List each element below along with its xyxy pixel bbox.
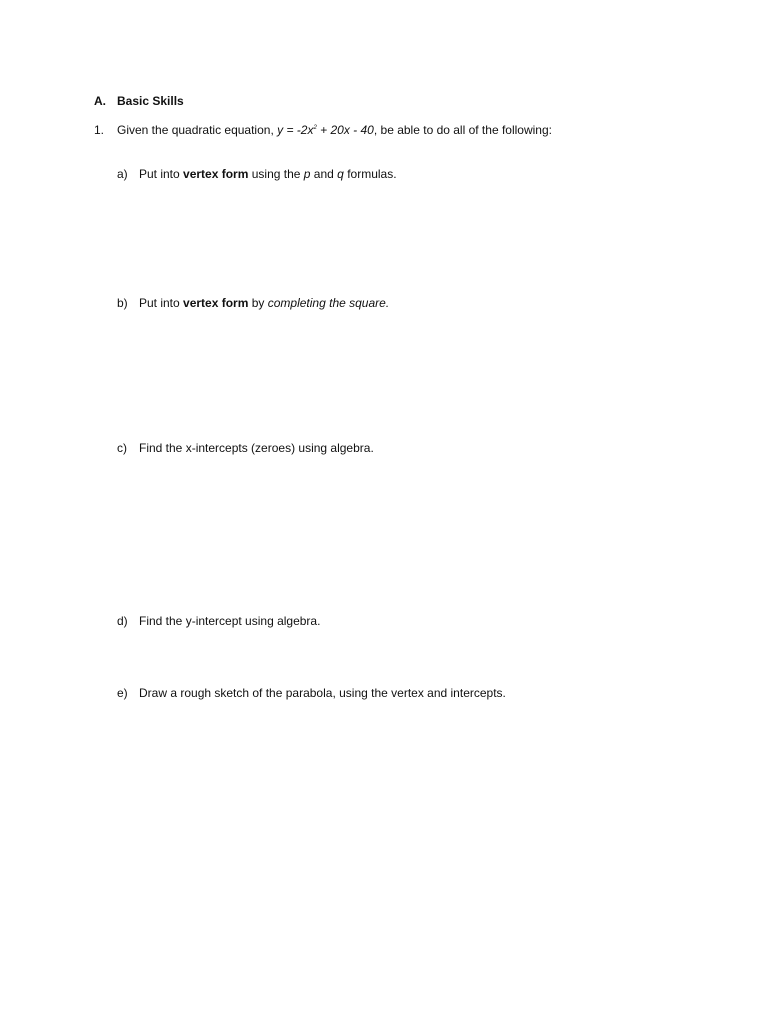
equation-part-2: + 20x - 40 [316,123,374,137]
part-b-t1: Put into [139,296,184,310]
equation-part-1: y = -2x [277,123,314,137]
part-a-q: q [337,167,344,181]
question-intro: Given the quadratic equation, [117,123,278,137]
question-text [117,123,552,137]
part-b-t2: by [248,296,268,310]
part-d-marker: d) [117,614,128,628]
part-b-marker: b) [117,296,128,310]
part-a-bold: vertex form [183,167,249,181]
part-a-marker: a) [117,167,128,181]
part-a-t2: using the [248,167,304,181]
part-b-italic: completing the square. [267,296,390,310]
section-title: Basic Skills [117,94,184,108]
part-a-text [139,167,397,181]
part-d-text: Find the y-intercept using algebra. [139,614,321,628]
equation [277,123,374,137]
section-marker: A. [94,94,106,108]
part-e-text: Draw a rough sketch of the parabola, using the vertex and intercepts. [139,686,506,700]
part-a-t1: Put into [139,167,184,181]
part-b-text [139,296,389,310]
question-outro: , be able to do all of the following: [373,123,552,137]
part-a-p: p [303,167,311,181]
equation-exponent: 2 [313,125,317,131]
part-b-bold: vertex form [183,296,249,310]
part-a-t3: and [310,167,338,181]
question-number: 1. [94,123,105,137]
part-a-t4: formulas. [343,167,397,181]
part-e-marker: e) [117,686,128,700]
part-c-marker: c) [117,441,127,455]
part-c-text: Find the x-intercepts (zeroes) using algebra. [139,441,374,455]
